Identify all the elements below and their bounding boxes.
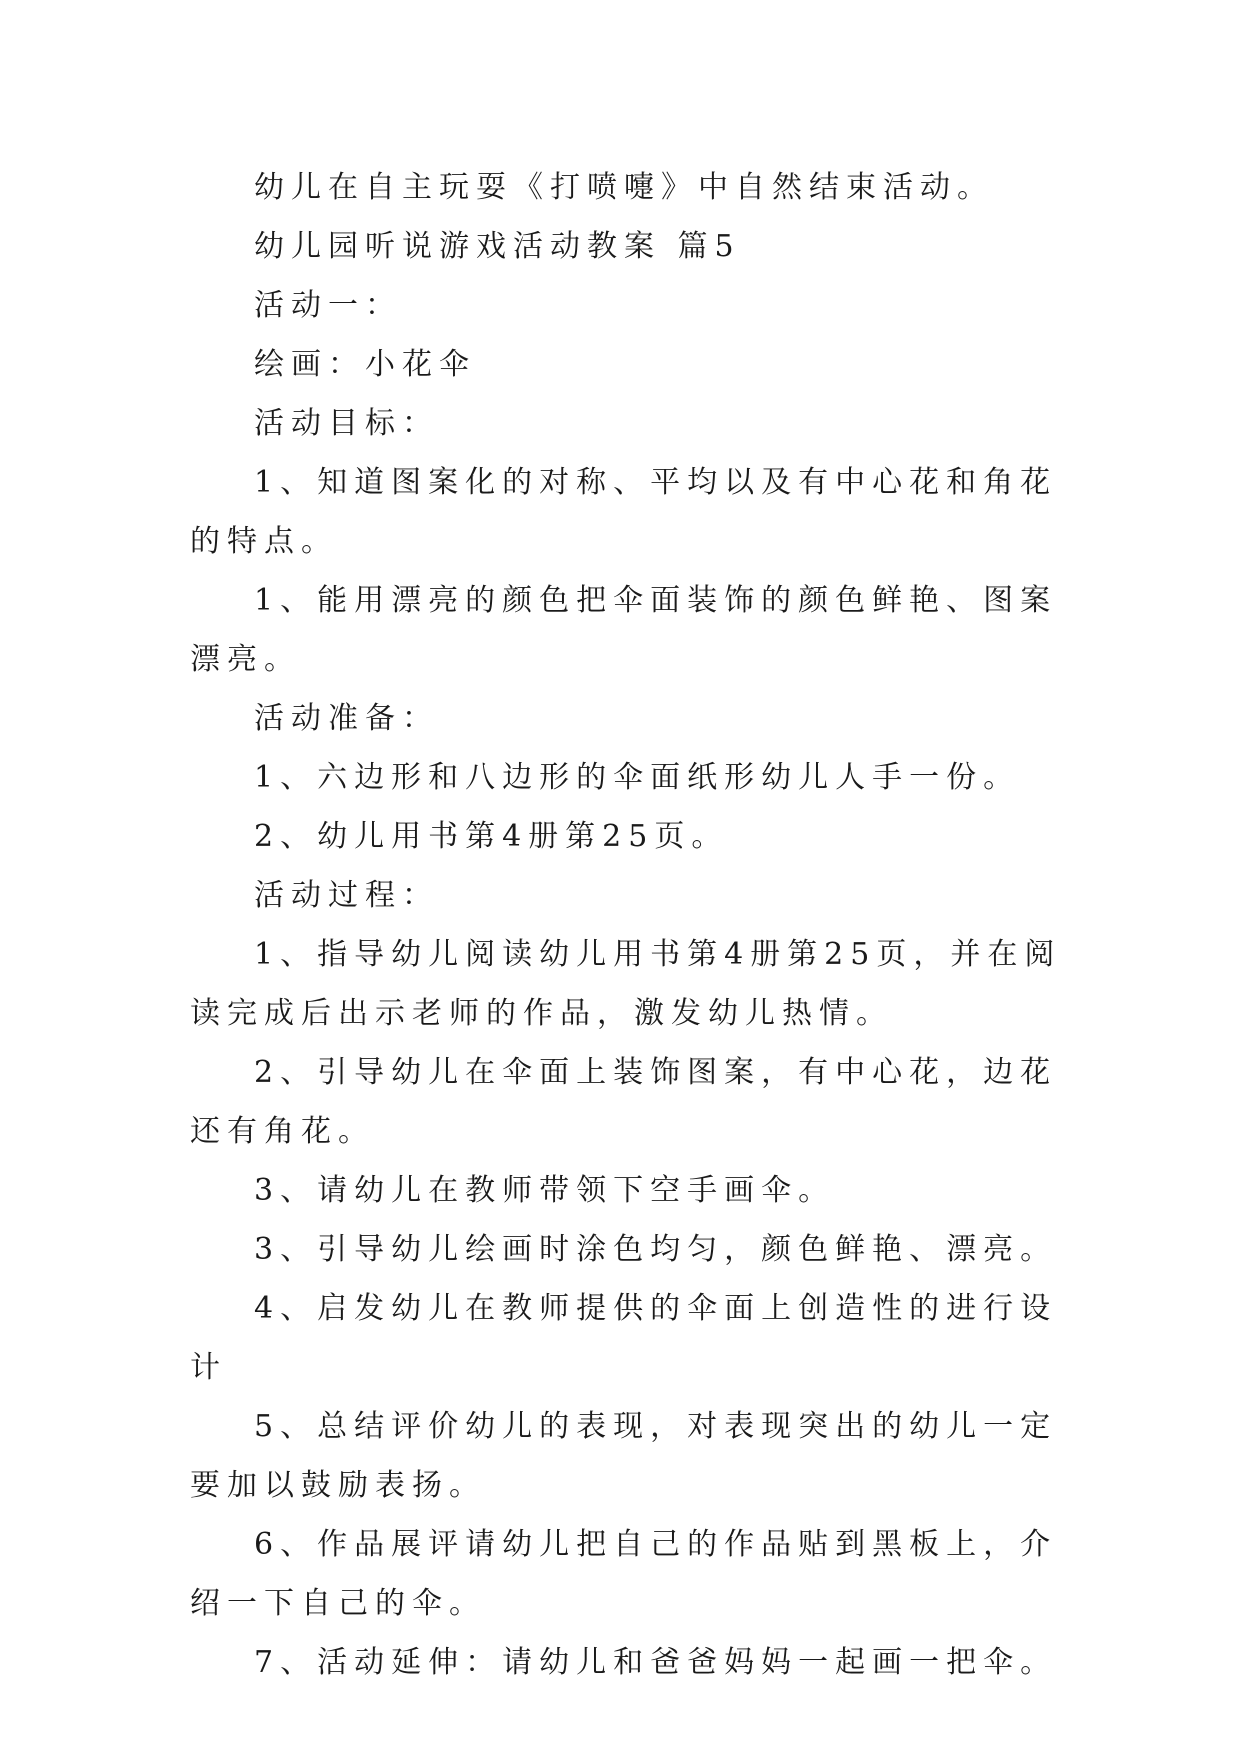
document-body bbox=[190, 158, 1075, 1692]
section-heading: 幼儿园听说游戏活动教案 篇5 bbox=[254, 229, 741, 264]
activity-title: 绘画：小花伞 bbox=[254, 347, 476, 382]
preparation-heading: 活动准备： bbox=[254, 701, 439, 736]
activity-heading: 活动一： bbox=[254, 288, 402, 323]
process-step: 1、指导幼儿阅读幼儿用书第4册第25页，并在阅读完成后出示老师的作品，激发幼儿热情。 bbox=[190, 937, 1062, 1031]
preparation-item: 2、幼儿用书第4册第25页。 bbox=[254, 819, 729, 854]
process-step: 7、活动延伸：请幼儿和爸爸妈妈一起画一把伞。 bbox=[254, 1645, 1058, 1680]
process-step: 6、作品展评请幼儿把自己的作品贴到黑板上，介绍一下自己的伞。 bbox=[190, 1527, 1058, 1621]
process-step: 2、引导幼儿在伞面上装饰图案，有中心花，边花还有角花。 bbox=[190, 1055, 1058, 1149]
paragraph-closing-activity: 幼儿在自主玩耍《打喷嚏》中自然结束活动。 bbox=[254, 170, 994, 205]
preparation-item: 1、六边形和八边形的伞面纸形幼儿人手一份。 bbox=[254, 760, 1021, 795]
process-step: 5、总结评价幼儿的表现，对表现突出的幼儿一定要加以鼓励表扬。 bbox=[190, 1409, 1058, 1503]
goal-item: 1、知道图案化的对称、平均以及有中心花和角花的特点。 bbox=[190, 465, 1058, 559]
process-heading: 活动过程： bbox=[254, 878, 439, 913]
process-step: 3、请幼儿在教师带领下空手画伞。 bbox=[254, 1173, 836, 1208]
goals-heading: 活动目标： bbox=[254, 406, 439, 441]
goal-item: 1、能用漂亮的颜色把伞面装饰的颜色鲜艳、图案漂亮。 bbox=[190, 583, 1058, 677]
process-step: 4、启发幼儿在教师提供的伞面上创造性的进行设计 bbox=[190, 1291, 1058, 1385]
process-step: 3、引导幼儿绘画时涂色均匀，颜色鲜艳、漂亮。 bbox=[254, 1232, 1058, 1267]
